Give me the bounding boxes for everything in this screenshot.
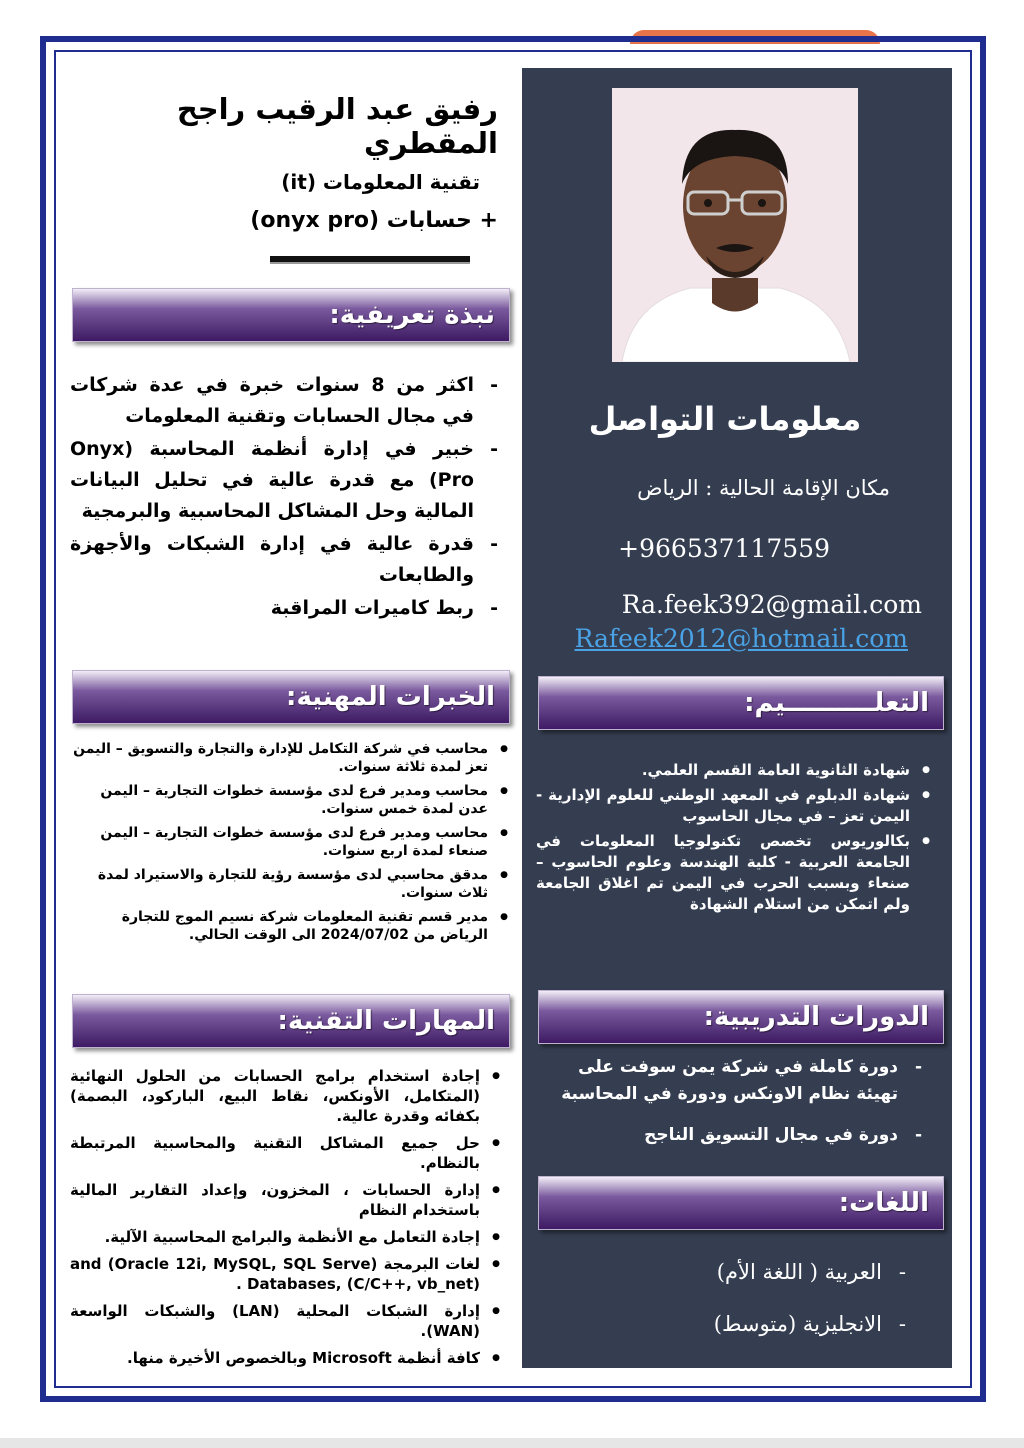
languages-heading-text: اللغات: bbox=[838, 1188, 929, 1218]
list-item: - اكثر من 8 سنوات خبرة في عدة شركات في مجال الحسابات وتقنية المعلومات bbox=[70, 370, 502, 432]
list-item: ● إدارة الشبكات المحلية (LAN) والشبكات الواسعة (WAN). bbox=[70, 1301, 502, 1341]
profile-portrait-icon bbox=[612, 88, 858, 362]
list-item: ● حل جميع المشاكل التقنية والمحاسبية المرتبطة بالنظام. bbox=[70, 1133, 502, 1173]
intro-heading-text: نبذة تعريفية: bbox=[329, 300, 495, 330]
profile-photo bbox=[612, 88, 858, 362]
skills-heading bbox=[72, 994, 510, 1048]
list-item: - خبير في إدارة أنظمة المحاسبة (Onyx Pro) مع قدرة عالية في تحليل البيانات المالية وحل المشاكل المحاسبية والبرمجية bbox=[70, 434, 502, 527]
list-item: - الانجليزية (متوسط) bbox=[640, 1310, 910, 1338]
intro-heading bbox=[72, 288, 510, 342]
list-item: ● محاسب ومدير فرع لدى مؤسسة خطوات التجارية – اليمن صنعاء لمدة اربع سنوات. bbox=[70, 824, 510, 860]
experience-heading bbox=[72, 670, 510, 724]
list-item: - دورة كاملة في شركة يمن سوفت على تهيئة نظام الاونكس ودورة في المحاسبة bbox=[560, 1054, 926, 1108]
phone-number: +966537117559 bbox=[618, 534, 830, 563]
education-list bbox=[536, 760, 932, 915]
languages-heading bbox=[538, 1176, 944, 1230]
list-item: - دورة في مجال التسويق الناجح bbox=[560, 1122, 926, 1149]
list-item: ● شهادة الثانوية العامة القسم العلمي. bbox=[536, 760, 932, 781]
intro-list bbox=[70, 370, 502, 624]
skills-heading-text: المهارات التقنية: bbox=[277, 1006, 495, 1036]
courses-heading bbox=[538, 990, 944, 1044]
list-item: ● شهادة الدبلوم في المعهد الوطني للعلوم الإدارية - اليمن تعز – في مجال الحاسوب bbox=[536, 785, 932, 827]
bottom-strip bbox=[0, 1438, 1024, 1448]
list-item: ● إجادة التعامل مع الأنظمة والبرامج المحاسبية الآلية. bbox=[70, 1227, 502, 1247]
person-name: رفيق عبد الرقيب راجح المقطري bbox=[176, 92, 498, 160]
list-item: - العربية ( اللغة الأم) bbox=[640, 1258, 910, 1286]
contact-heading: معلومات التواصل bbox=[588, 400, 862, 438]
residence-text: مكان الإقامة الحالية : الرياض bbox=[637, 476, 890, 500]
list-item: ● مدقق محاسبي لدى مؤسسة رؤية للتجارة والاستيراد لمدة ثلاث سنوات. bbox=[70, 866, 510, 902]
list-item: ● كافة أنظمة Microsoft وبالخصوص الأخيرة منها. bbox=[70, 1348, 502, 1368]
list-item: ● محاسب ومدير فرع لدى مؤسسة خطوات التجارية – اليمن عدن لمدة خمس سنوات. bbox=[70, 782, 510, 818]
list-item: ● إجادة استخدام برامج الحسابات من الحلول النهائية (المتكامل، الأونكس، نقاط البيع، الباركود، البصمة) بكفائه وقدرة عالية. bbox=[70, 1066, 502, 1126]
email-secondary-link[interactable]: Rafeek2012@hotmail.com bbox=[574, 624, 908, 653]
courses-list bbox=[560, 1054, 926, 1149]
specialty-line-1: تقنية المعلومات (it) bbox=[281, 170, 480, 194]
education-heading bbox=[538, 676, 944, 730]
email-primary: Ra.feek392@gmail.com bbox=[621, 590, 922, 619]
languages-list bbox=[640, 1258, 910, 1338]
title-divider bbox=[270, 256, 470, 262]
list-item: - ربط كاميرات المراقبة bbox=[70, 593, 502, 624]
courses-heading-text: الدورات التدريبية: bbox=[703, 1002, 929, 1032]
list-item: ● محاسب في شركة التكامل للإدارة والتجارة والتسويق – اليمن تعز لمدة ثلاثة سنوات. bbox=[70, 740, 510, 776]
experience-list bbox=[70, 740, 510, 944]
list-item: ● إدارة الحسابات ، المخزون، وإعداد التقارير المالية باستخدام النظام bbox=[70, 1180, 502, 1220]
skills-list bbox=[70, 1066, 502, 1368]
list-item: ● بكالوريوس تخصص تكنولوجيا المعلومات في الجامعة العربية - كلية الهندسة وعلوم الحاسوب – صنعاء وبسبب الحرب في اليمن تم اغلاق الجامعة ولم اتمكن من استلام الشهادة bbox=[536, 831, 932, 915]
list-item: ● لغات البرمجة and (Oracle 12i, MySQL, SQL Serve) . Databases, (C/C++, vb_net) bbox=[70, 1254, 502, 1294]
specialty-line-2: + حسابات (onyx pro) bbox=[250, 208, 498, 233]
experience-heading-text: الخبرات المهنية: bbox=[286, 682, 495, 712]
list-item: ● مدير قسم تقنية المعلومات شركة نسيم الموج للتجارة الرياض من 2024/07/02 الى الوقت الحالي. bbox=[70, 908, 510, 944]
education-heading-text: التعلــــــــــيم: bbox=[744, 688, 929, 718]
list-item: - قدرة عالية في إدارة الشبكات والأجهزة والطابعات bbox=[70, 529, 502, 591]
